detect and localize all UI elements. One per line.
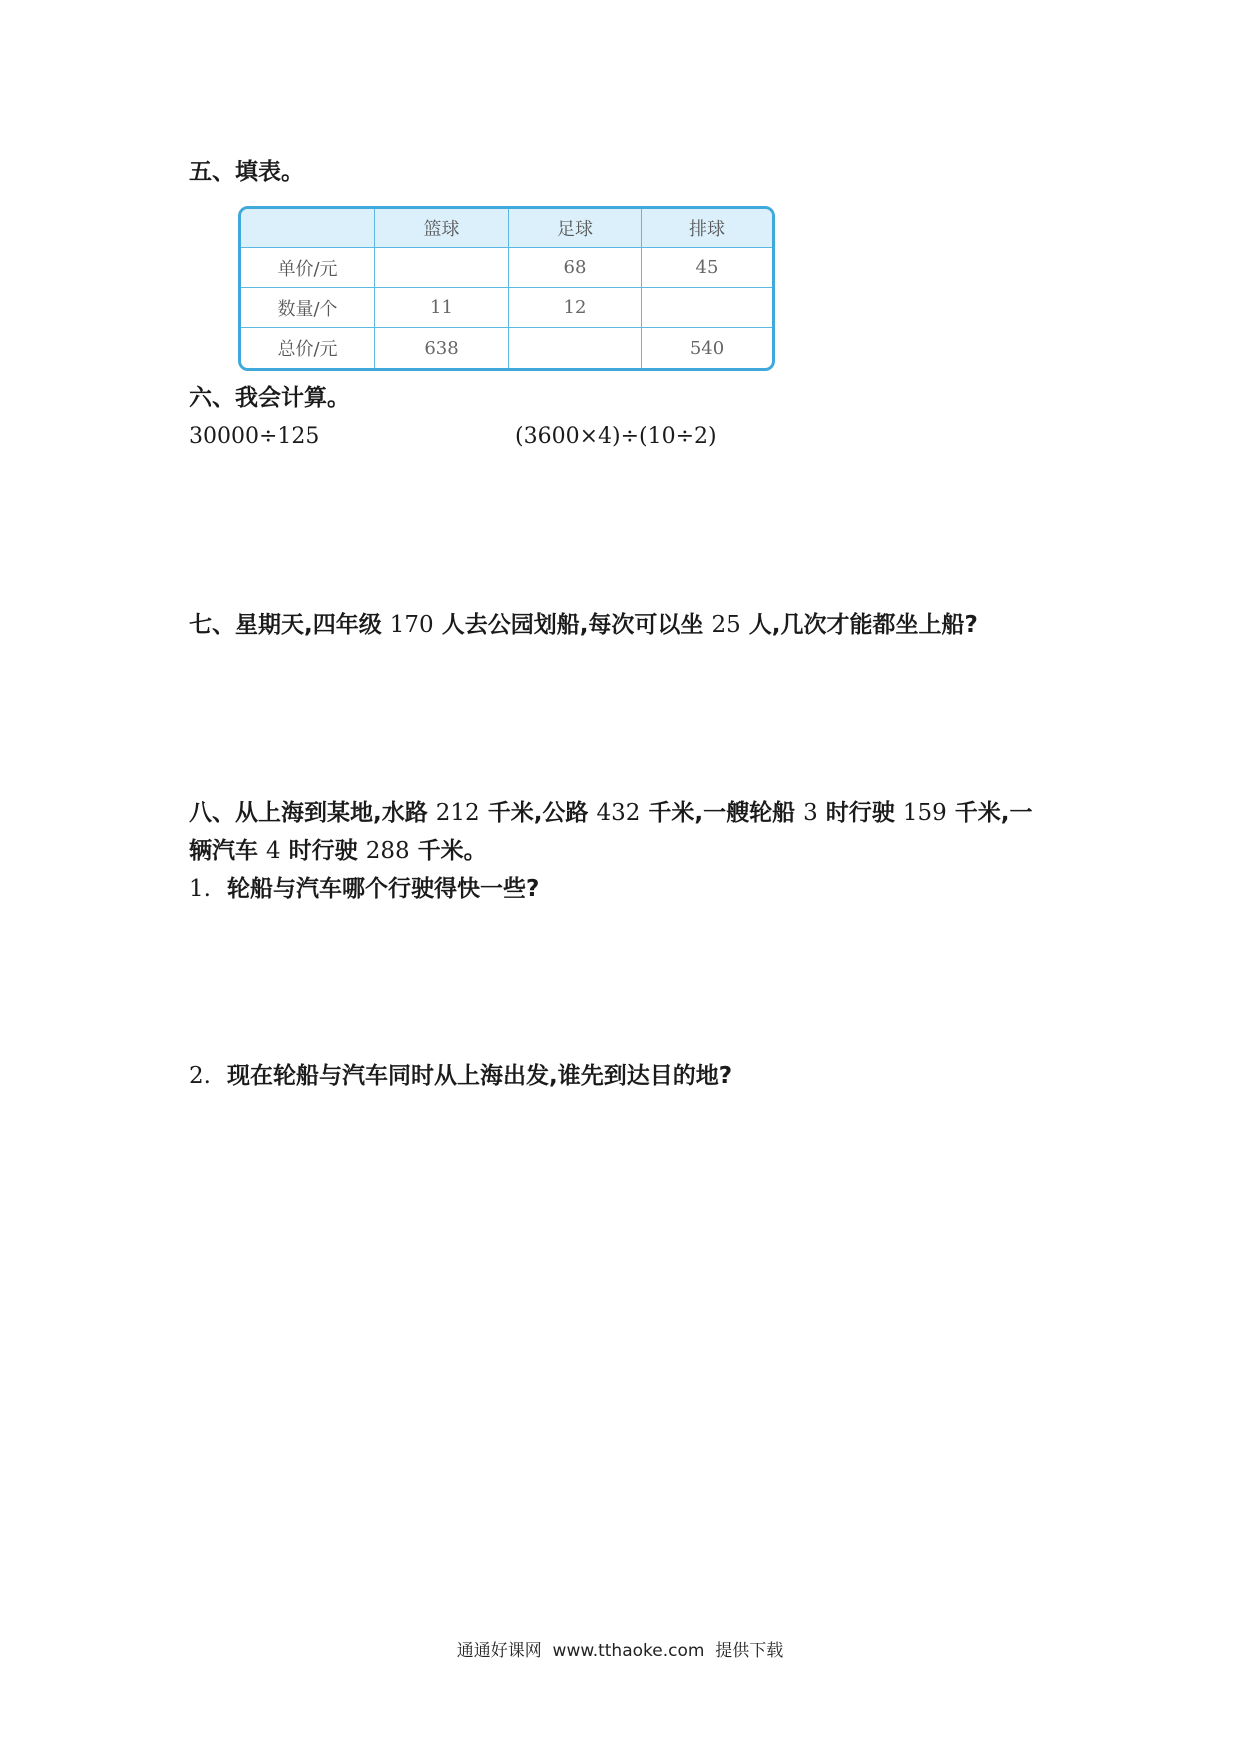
row-label-quantity: 数量/个	[241, 288, 375, 328]
sub-question-2-text: 现在轮船与汽车同时从上海出发,谁先到达目的地?	[226, 1063, 733, 1089]
q8-number-432: 432	[596, 800, 641, 826]
table-cell: 638	[375, 328, 509, 368]
section-7-question	[189, 607, 978, 644]
q8-text-6: 辆汽车	[189, 838, 258, 864]
calc-expression-2: (3600×4)÷(10÷2)	[515, 424, 717, 449]
q7-number-25: 25	[711, 612, 741, 638]
calc-expression-1: 30000÷125	[189, 424, 320, 449]
table-header-blank	[241, 209, 375, 248]
footer-download-note: 通通好课网 www.tthaoke.com 提供下载	[456, 1641, 784, 1661]
sub-question-2	[189, 1058, 732, 1095]
q8-number-4: 4	[266, 838, 281, 864]
sub-question-1	[189, 871, 539, 908]
table-cell: 45	[642, 248, 772, 288]
q8-number-3: 3	[803, 800, 818, 826]
q8-text-4: 时行驶	[825, 800, 895, 826]
q8-text-1: 八、从上海到某地,水路	[189, 800, 428, 826]
table-cell: 540	[689, 337, 725, 359]
section-6-title: 六、我会计算。	[189, 385, 350, 411]
table-cell-input[interactable]	[642, 288, 772, 328]
q8-text-7: 时行驶	[288, 838, 358, 864]
table-header-volleyball: 排球	[642, 209, 772, 248]
q8-number-288: 288	[365, 838, 410, 864]
section-5-title: 五、填表。	[189, 159, 304, 185]
q7-text-3: 人,几次才能都坐上船?	[748, 612, 978, 638]
q7-text-2: 人去公园划船,每次可以坐	[441, 612, 704, 638]
sub-question-1-text: 轮船与汽车哪个行驶得快一些?	[226, 876, 540, 902]
price-table	[238, 206, 775, 371]
table-header-football: 足球	[509, 209, 642, 248]
q8-number-159: 159	[902, 800, 947, 826]
table-row	[241, 328, 772, 368]
table-row	[241, 248, 772, 288]
q8-text-2: 千米,公路	[487, 800, 589, 826]
table-cell: 11	[375, 288, 509, 328]
sub-question-1-number: 1.	[189, 876, 211, 902]
table-cell: 68	[509, 248, 642, 288]
q8-number-212: 212	[435, 800, 480, 826]
sub-question-2-number: 2.	[189, 1063, 211, 1089]
table-header-basketball: 篮球	[375, 209, 509, 248]
row-label-total-price: 总价/元	[241, 328, 375, 368]
q7-text-1: 七、星期天,四年级	[189, 612, 382, 638]
section-8-line-1	[189, 795, 1032, 832]
section-8-line-2	[189, 833, 487, 870]
q8-text-3: 千米,一艘轮船	[648, 800, 796, 826]
q8-text-5: 千米,一	[954, 800, 1033, 826]
table-cell: 12	[509, 288, 642, 328]
q7-number-170: 170	[389, 612, 434, 638]
q8-text-8: 千米。	[417, 838, 487, 864]
table-cell-input[interactable]	[375, 248, 509, 288]
row-label-unit-price: 单价/元	[241, 248, 375, 288]
table-row	[241, 288, 772, 328]
table-cell-input[interactable]	[509, 328, 642, 368]
